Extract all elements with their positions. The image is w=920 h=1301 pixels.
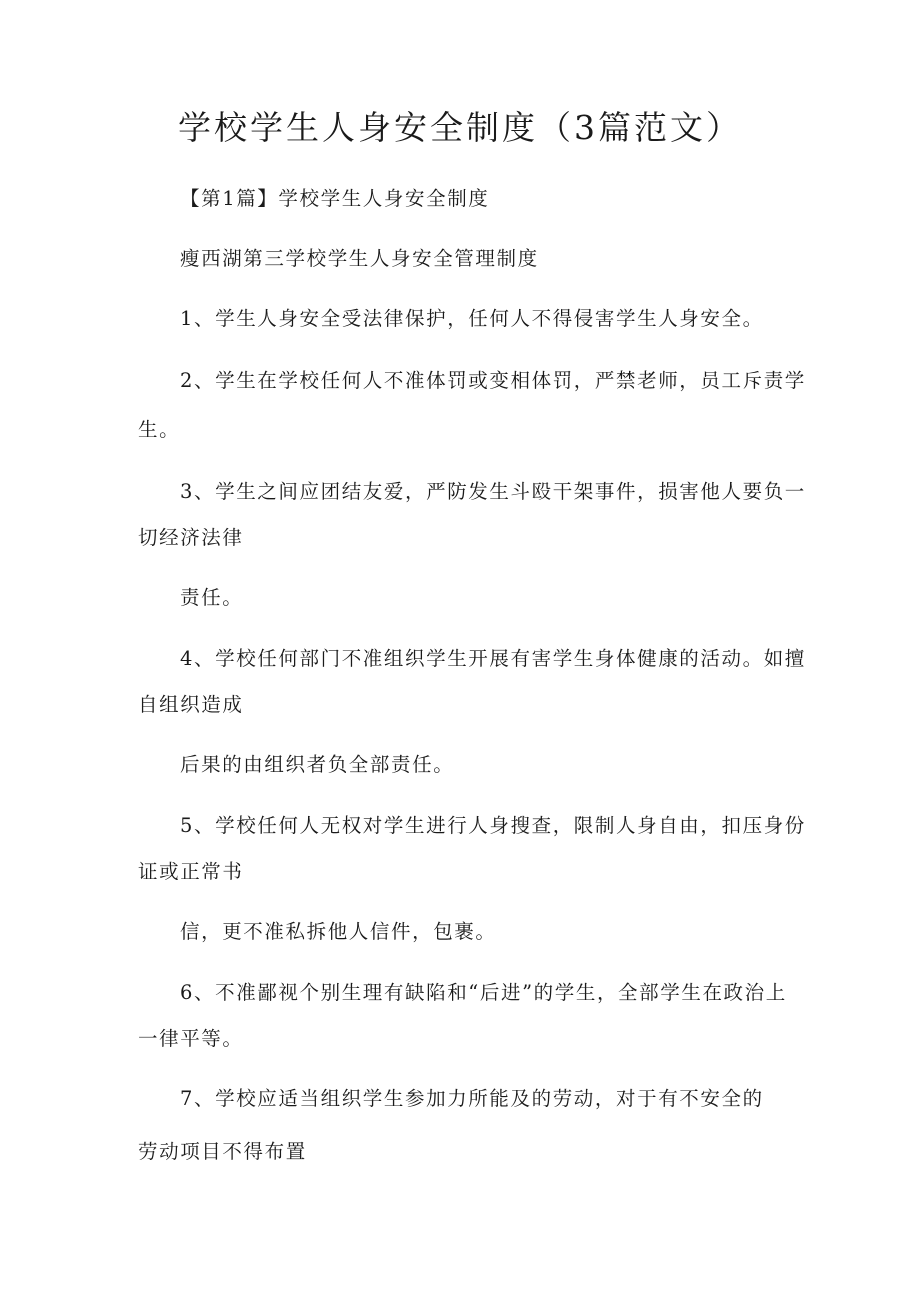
item-7-line-1: 7、学校应适当组织学生参加力所能及的劳动，对于有不安全的 (180, 1087, 764, 1110)
item-7-line-2: 劳动项目不得布置 (138, 1140, 307, 1163)
item-5-line-2: 证或正常书 (138, 860, 244, 883)
item-4-line-3: 后果的由组织者负全部责任。 (180, 753, 455, 776)
document-title: 学校学生人身安全制度（3篇范文） (178, 108, 742, 147)
section-heading: 【第1篇】学校学生人身安全制度 (180, 187, 490, 210)
item-4-line-1: 4、学校任何部门不准组织学生开展有害学生身体健康的活动。如擅 (180, 647, 806, 670)
item-2-line-2: 生。 (138, 418, 181, 441)
item-6-line-1: 6、不准鄙视个别生理有缺陷和“后进”的学生，全部学生在政治上 (180, 981, 787, 1004)
item-5-line-3: 信，更不准私拆他人信件，包裹。 (180, 920, 497, 943)
document-subtitle: 瘦西湖第三学校学生人身安全管理制度 (180, 247, 539, 270)
item-3-line-1: 3、学生之间应团结友爱，严防发生斗殴干架事件，损害他人要负一 (180, 480, 806, 503)
item-1-line-1: 1、学生人身安全受法律保护，任何人不得侵害学生人身安全。 (180, 307, 764, 330)
item-5-line-1: 5、学校任何人无权对学生进行人身搜查，限制人身自由，扣压身份 (180, 814, 806, 837)
item-4-line-2: 自组织造成 (138, 693, 244, 716)
item-3-line-3: 责任。 (180, 586, 244, 609)
item-2-line-1: 2、学生在学校任何人不准体罚或变相体罚，严禁老师，员工斥责学 (180, 369, 806, 392)
item-3-line-2: 切经济法律 (138, 526, 244, 549)
item-6-line-2: 一律平等。 (138, 1027, 244, 1050)
